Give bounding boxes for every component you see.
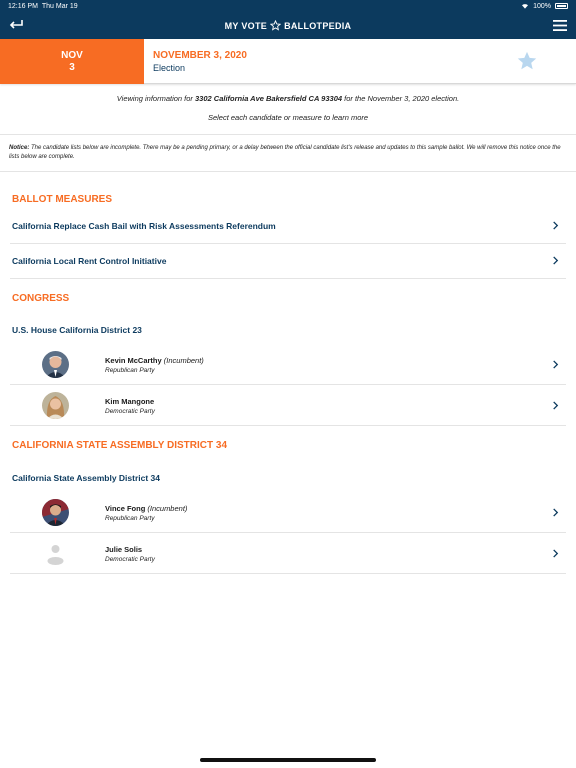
menu-button[interactable] [550, 15, 570, 35]
status-time-date [8, 3, 78, 10]
measure-label: California Local Rent Control Initiative [12, 256, 167, 266]
back-button[interactable] [6, 15, 26, 35]
incomplete-notice [9, 144, 569, 161]
incumbent-tag: (Incumbent) [147, 504, 188, 513]
battery-icon [555, 3, 568, 9]
chevron-right-icon [552, 256, 559, 265]
candidate-party: Republican Party [105, 367, 155, 374]
nav-bar [0, 12, 576, 39]
divider [0, 134, 576, 135]
default-avatar-icon [42, 540, 69, 567]
app-title [225, 20, 352, 31]
chevron-right-icon [552, 549, 559, 558]
wifi-icon [521, 3, 529, 9]
candidate-name: Kim Mangone [105, 397, 155, 406]
ballot-measures-heading: BALLOT MEASURES [12, 194, 112, 205]
election-info [144, 39, 576, 83]
congress-race-title: U.S. House California District 23 [12, 325, 142, 335]
app-title-right: BALLOTPEDIA [284, 20, 352, 31]
candidate-name: Julie Solis [105, 545, 143, 554]
candidate-photo [42, 351, 69, 378]
app-title-left: MY VOTE [224, 20, 268, 31]
candidate-party: Republican Party [105, 515, 155, 522]
candidate-row-vince-fong[interactable] [10, 492, 566, 533]
election-header [0, 39, 576, 84]
candidate-photo [42, 392, 69, 419]
viewing-prefix: Viewing information for [116, 94, 196, 103]
voter-address: 3302 California Ave Bakersfield CA 93304 [195, 94, 343, 103]
status-bar [0, 0, 576, 12]
status-time: 12:16 PM [8, 2, 38, 10]
status-indicators [521, 3, 568, 10]
candidate-name: Vince Fong (Incumbent) [105, 504, 188, 513]
measure-row-rent-control[interactable] [10, 244, 566, 279]
congress-heading: CONGRESS [12, 293, 70, 304]
assembly-race-title: California State Assembly District 34 [12, 473, 161, 483]
candidate-row-kim-mangone[interactable] [10, 385, 566, 426]
candidate-party: Democratic Party [105, 408, 155, 415]
chevron-right-icon [552, 360, 559, 369]
measure-label: California Replace Cash Bail with Risk Assessments Referendum [12, 221, 276, 231]
select-hint: Select each candidate or measure to learn more [207, 113, 369, 122]
status-date: Thu Mar 19 [41, 2, 78, 10]
back-arrow-icon [8, 19, 24, 31]
battery-percent: 100% [533, 2, 551, 10]
home-indicator[interactable] [200, 758, 376, 762]
candidate-name: Kevin McCarthy (Incumbent) [105, 356, 204, 365]
candidate-photo [42, 499, 69, 526]
measure-row-cash-bail[interactable] [10, 208, 566, 244]
chevron-right-icon [552, 221, 559, 230]
candidate-row-kevin-mccarthy[interactable] [10, 344, 566, 385]
chevron-right-icon [552, 508, 559, 517]
assembly-heading: CALIFORNIA STATE ASSEMBLY DISTRICT 34 [12, 440, 228, 451]
divider [0, 171, 576, 172]
candidate-party: Democratic Party [105, 556, 155, 563]
viewing-info [0, 94, 576, 103]
incumbent-tag: (Incumbent) [163, 356, 204, 365]
notice-text: The candidate lists below are incomplete. There may be a pending primary, or a delay between the official candidate list's release and updates to this sample ballot. We will remove this notice once the lists below are complete. [9, 145, 561, 160]
chevron-right-icon [552, 401, 559, 410]
viewing-suffix: for the November 3, 2020 election. [342, 94, 460, 103]
election-type: Election [153, 63, 186, 73]
star-outline-icon [270, 20, 281, 31]
election-day: 3 [69, 61, 75, 73]
election-date-badge [0, 39, 144, 84]
election-month: NOV [61, 49, 83, 61]
candidate-row-julie-solis[interactable] [10, 533, 566, 574]
hamburger-menu-icon [553, 20, 567, 31]
notice-label: Notice: [9, 145, 30, 151]
election-date-title: NOVEMBER 3, 2020 [153, 50, 247, 61]
favorite-star-icon[interactable] [516, 50, 538, 72]
